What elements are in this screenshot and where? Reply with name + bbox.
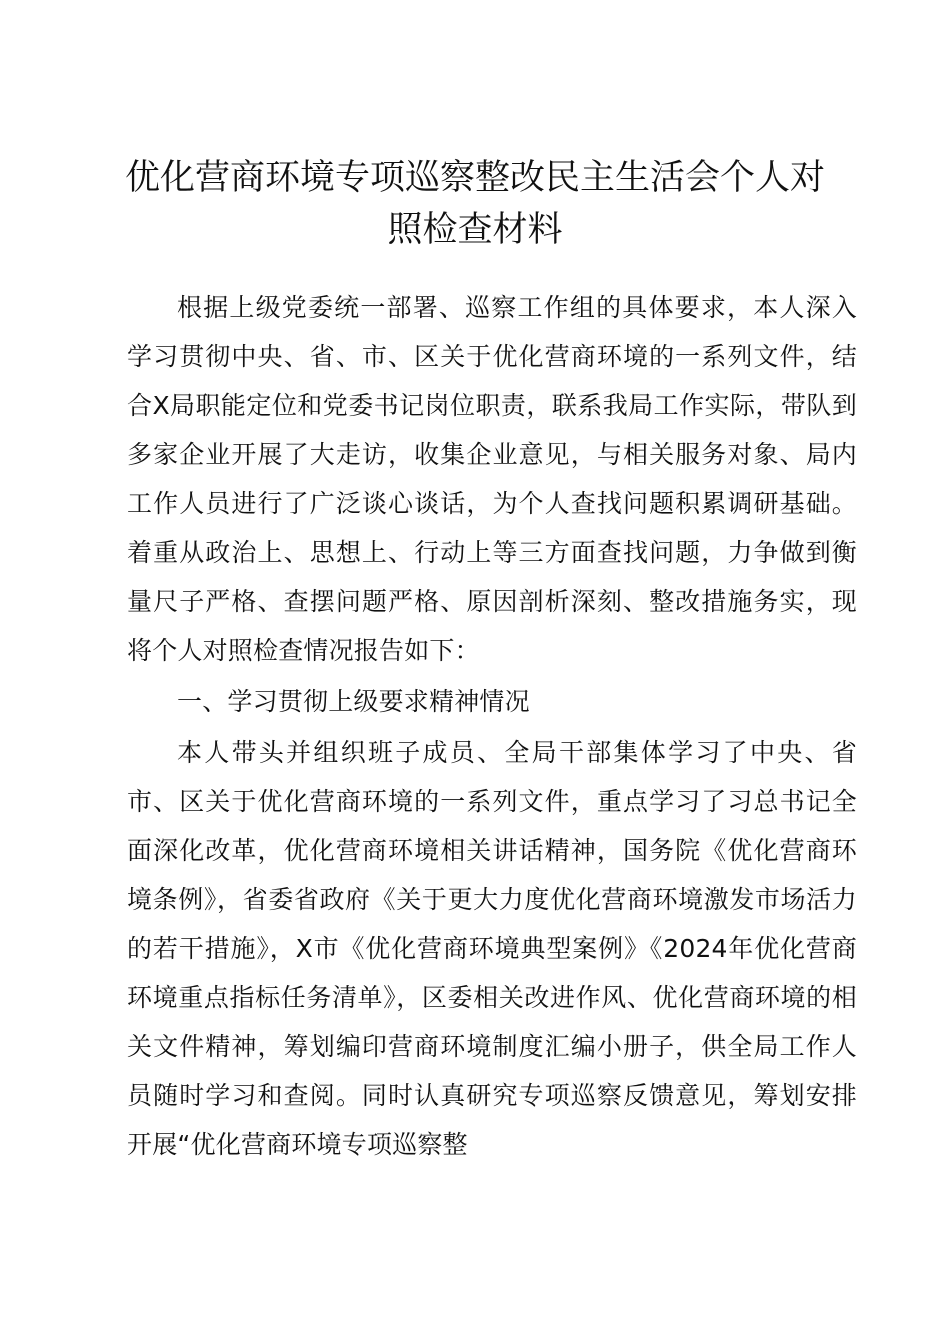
intro-paragraph: 根据上级党委统一部署、巡察工作组的具体要求，本人深入学习贯彻中央、省、市、区关于优化营商环境的一系列文件，结合X局职能定位和党委书记岗位职责，联系我局工作实际，带队到多家企业开展了大走访，收集企业意见，与相关服务对象、局内工作人员进行了广泛谈心谈话，为个人查找问题积累调研基础。着重从政治上、思想上、行动上等三方面查找问题，力争做到衡量尺子严格、查摆问题严格、原因剖析深刻、整改措施务实，现将个人对照检查情况报告如下：: [127, 293, 857, 665]
document-body: [127, 283, 857, 1169]
document-title: 优化营商环境专项巡察整改民主生活会个人对照检查材料: [124, 158, 825, 250]
section-paragraph: 本人带头并组织班子成员、全局干部集体学习了中央、省市、区关于优化营商环境的一系列文件，重点学习了习总书记全面深化改革，优化营商环境相关讲话精神，国务院《优化营商环境条例》，省委省政府《关于更大力度优化营商环境激发市场活力的若干措施》，X市《优化营商环境典型案例》《2024年优化营商环境重点指标任务清单》，区委相关改进作风、优化营商环境的相关文件精神，筹划编印营商环境制度汇编小册子，供全局工作人员随时学习和查阅。同时认真研究专项巡察反馈意见，筹划安排开展“优化营商环境专项巡察整: [127, 738, 857, 1159]
section-heading: 一、学习贯彻上级要求精神情况: [177, 687, 530, 716]
